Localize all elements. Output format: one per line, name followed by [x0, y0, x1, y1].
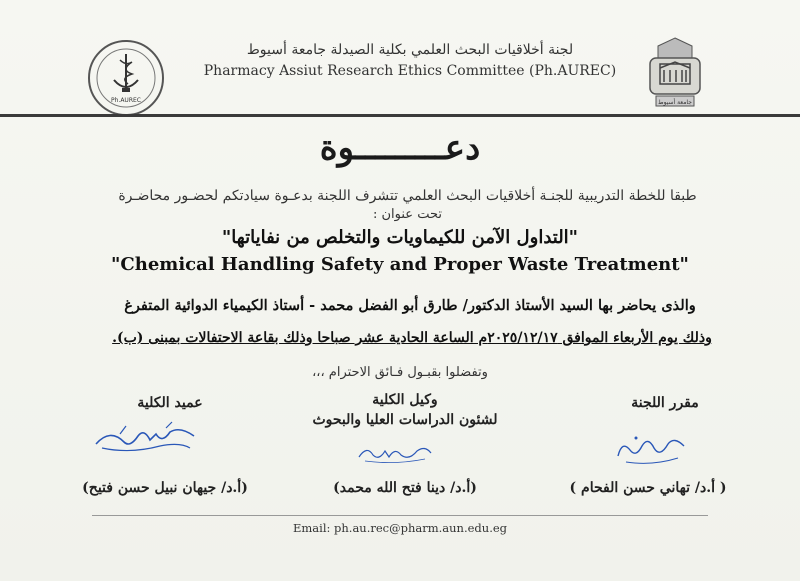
svg-text:جامعة أسيوط: جامعة أسيوط	[658, 99, 692, 106]
under-title-line: تحت عنوان :	[373, 207, 442, 222]
intro-line: طبقا للخطة التدريبية للجنـة أخلاقيات البحث العلمي تتشرف اللجنة بدعـوة سيادتكم لحضـور محاضـرة	[118, 188, 697, 204]
committee-name-english: Pharmacy Assiut Research Ethics Committee (Ph.AUREC)	[203, 63, 617, 79]
vice-dean-title: وكيل الكلية	[372, 392, 438, 408]
closing-line: وتفضلوا بقبـول فـائق الاحترام ،،،	[312, 365, 488, 380]
footer-divider	[92, 515, 708, 516]
dean-title: عميد الكلية	[137, 395, 203, 411]
dean-name: (أ.د/ جيهان نبيل حسن فتيح)	[82, 480, 248, 496]
footer-email: Email: ph.au.rec@pharm.aun.edu.eg	[292, 521, 508, 535]
rapporteur-title: مقرر اللجنة	[631, 395, 699, 411]
assiut-university-logo	[640, 34, 710, 114]
committee-name-arabic: لجنة أخلاقيات البحث العلمي بكلية الصيدلة جامعة أسيوط	[246, 42, 574, 58]
header-divider	[0, 114, 800, 117]
vice-dean-title-line2: لشئون الدراسات العليا والبحوث	[312, 412, 498, 428]
vice-dean-signature	[355, 437, 435, 467]
vice-dean-name: (أ.د/ دينا فتح الله محمد)	[333, 480, 477, 496]
invitation-title: دعـــــــــوة	[319, 128, 481, 168]
rapporteur-name: ( أ.د/ تهاني حسن الفحام )	[569, 480, 727, 496]
dean-signature	[90, 418, 200, 458]
lecturer-line: والذى يحاضر بها السيد الأستاذ الدكتور/ طارق أبو الفضل محمد - أستاذ الكيمياء الدوائية المتفرغ	[124, 297, 696, 314]
ph-aurec-logo	[86, 38, 166, 118]
lecture-topic-english: "Chemical Handling Safety and Proper Waste Treatment"	[111, 254, 689, 275]
svg-text:Ph.AUREC: Ph.AUREC	[111, 97, 141, 104]
rapporteur-signature	[612, 428, 690, 468]
lecture-topic-arabic: "التداول الآمن للكيماويات والتخلص من نفاياتها"	[221, 227, 579, 248]
date-venue-line: وذلك يوم الأربعاء الموافق ٢٠٢٥/١٢/١٧م الساعة الحادية عشر صباحا وذلك بقاعة الاحتفالات بمبنى (ب).	[112, 330, 712, 346]
